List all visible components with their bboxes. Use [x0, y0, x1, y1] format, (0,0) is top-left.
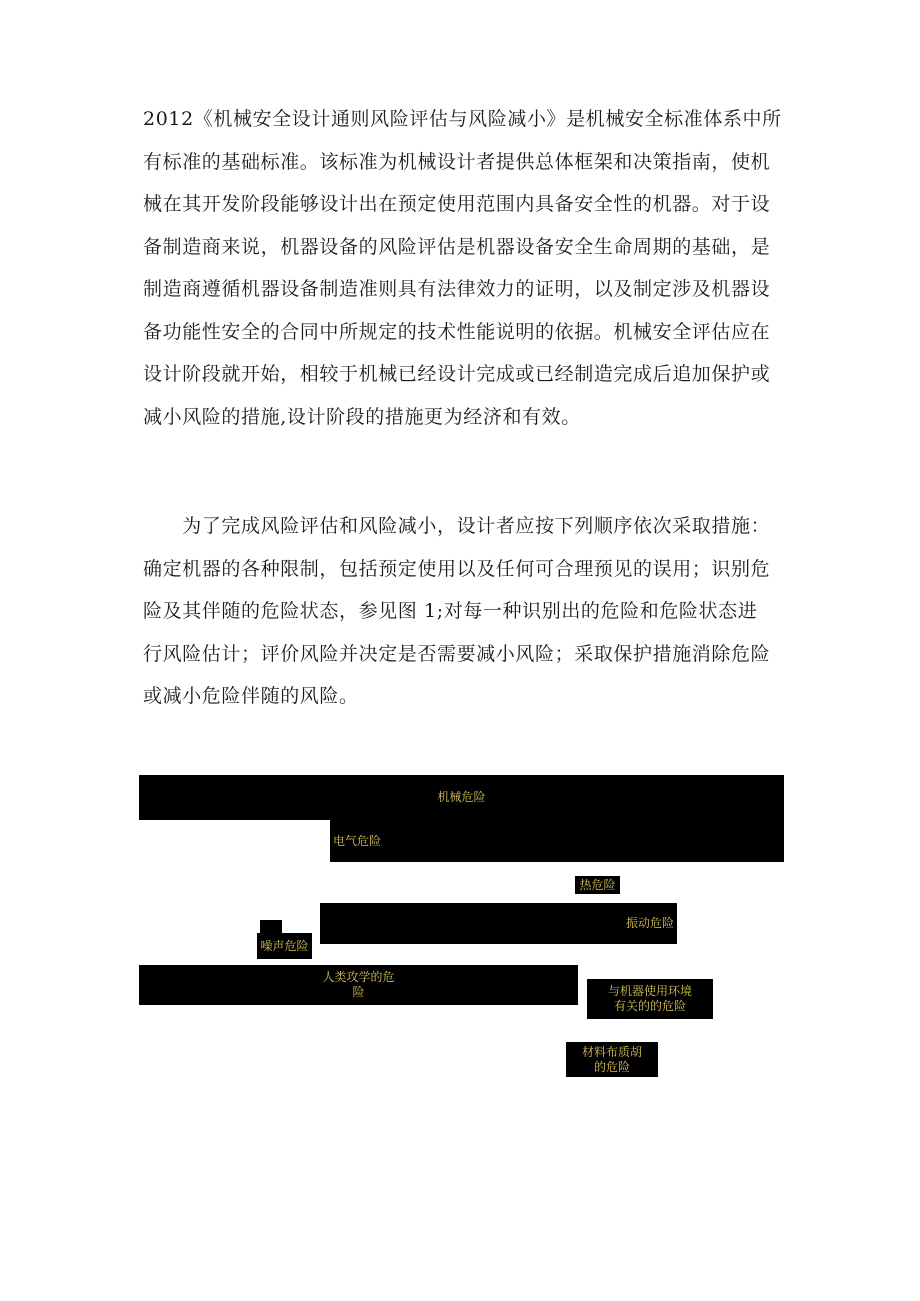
electrical-hazard-label: 电气危险 [333, 833, 382, 848]
environment-hazard-label-line2: 有关的的危险 [613, 999, 686, 1013]
mechanical-hazard-block [139, 775, 784, 820]
paragraph-line: 减小风险的措施,设计阶段的措施更为经济和有效。 [143, 405, 581, 428]
paragraph-line: 设计阶段就开始，相较于机械已经设计完成或已经制造完成后追加保护或 [143, 363, 771, 385]
paragraph-line: 险及其伴随的危险状态，参见图 1;对每一种识别出的危险和危险状态进 [143, 600, 758, 622]
paragraph-line: 械在其开发阶段能够设计出在预定使用范围内具备安全性的机器。对于设 [143, 193, 771, 215]
paragraph-line: 2012《机械安全设计通则风险评估与风险减小》是机械安全标准体系中所 [143, 108, 782, 130]
intro-paragraph [143, 98, 783, 438]
thermal-hazard-block [575, 876, 620, 894]
noise-hazard-cap [260, 920, 282, 934]
noise-hazard-label: 噪声危险 [260, 938, 309, 953]
material-hazard-label-line1: 材料布质胡 [581, 1044, 642, 1059]
thermal-hazard-label: 热危险 [579, 877, 616, 892]
ergonomic-hazard-label-line1: 人类攻学的危 [322, 970, 395, 984]
noise-hazard-block [257, 933, 312, 959]
paragraph-line: 制造商遵循机器设备制造准则具有法律效力的证明，以及制定涉及机器设 [143, 278, 771, 300]
ergonomic-hazard-block [139, 965, 578, 1005]
paragraph-line: 备制造商来说，机器设备的风险评估是机器设备安全生命周期的基础，是 [143, 235, 771, 258]
paragraph-line: 或减小危险伴随的风险。 [143, 685, 359, 707]
paragraph-line: 行风险估计；评价风险并决定是否需要减小风险；采取保护措施消除危险 [143, 642, 771, 665]
paragraph-line: 确定机器的各种限制，包括预定使用以及任何可合理预见的误用；识别危 [143, 557, 771, 580]
paragraph-line: 备功能性安全的合同中所规定的技术性能说明的依据。机械安全评估应在 [143, 320, 771, 343]
mechanical-hazard-label: 机械危险 [437, 790, 486, 804]
vibration-hazard-label: 振动危险 [625, 916, 674, 930]
environment-hazard-block [587, 979, 713, 1019]
material-hazard-label-line2: 的危险 [593, 1059, 630, 1074]
environment-hazard-label-line1: 与机器使用环境 [607, 984, 692, 998]
electrical-hazard-block [330, 820, 784, 862]
paragraph-line: 为了完成风险评估和风险减小，设计者应按下列顺序依次采取措施： [143, 515, 771, 537]
ergonomic-hazard-label-line2: 险 [352, 985, 365, 999]
material-hazard-block [566, 1042, 658, 1077]
vibration-hazard-block [320, 903, 677, 944]
procedure-paragraph [143, 505, 783, 718]
paragraph-line: 有标准的基础标准。该标准为机械设计者提供总体框架和决策指南，使机 [143, 150, 771, 173]
